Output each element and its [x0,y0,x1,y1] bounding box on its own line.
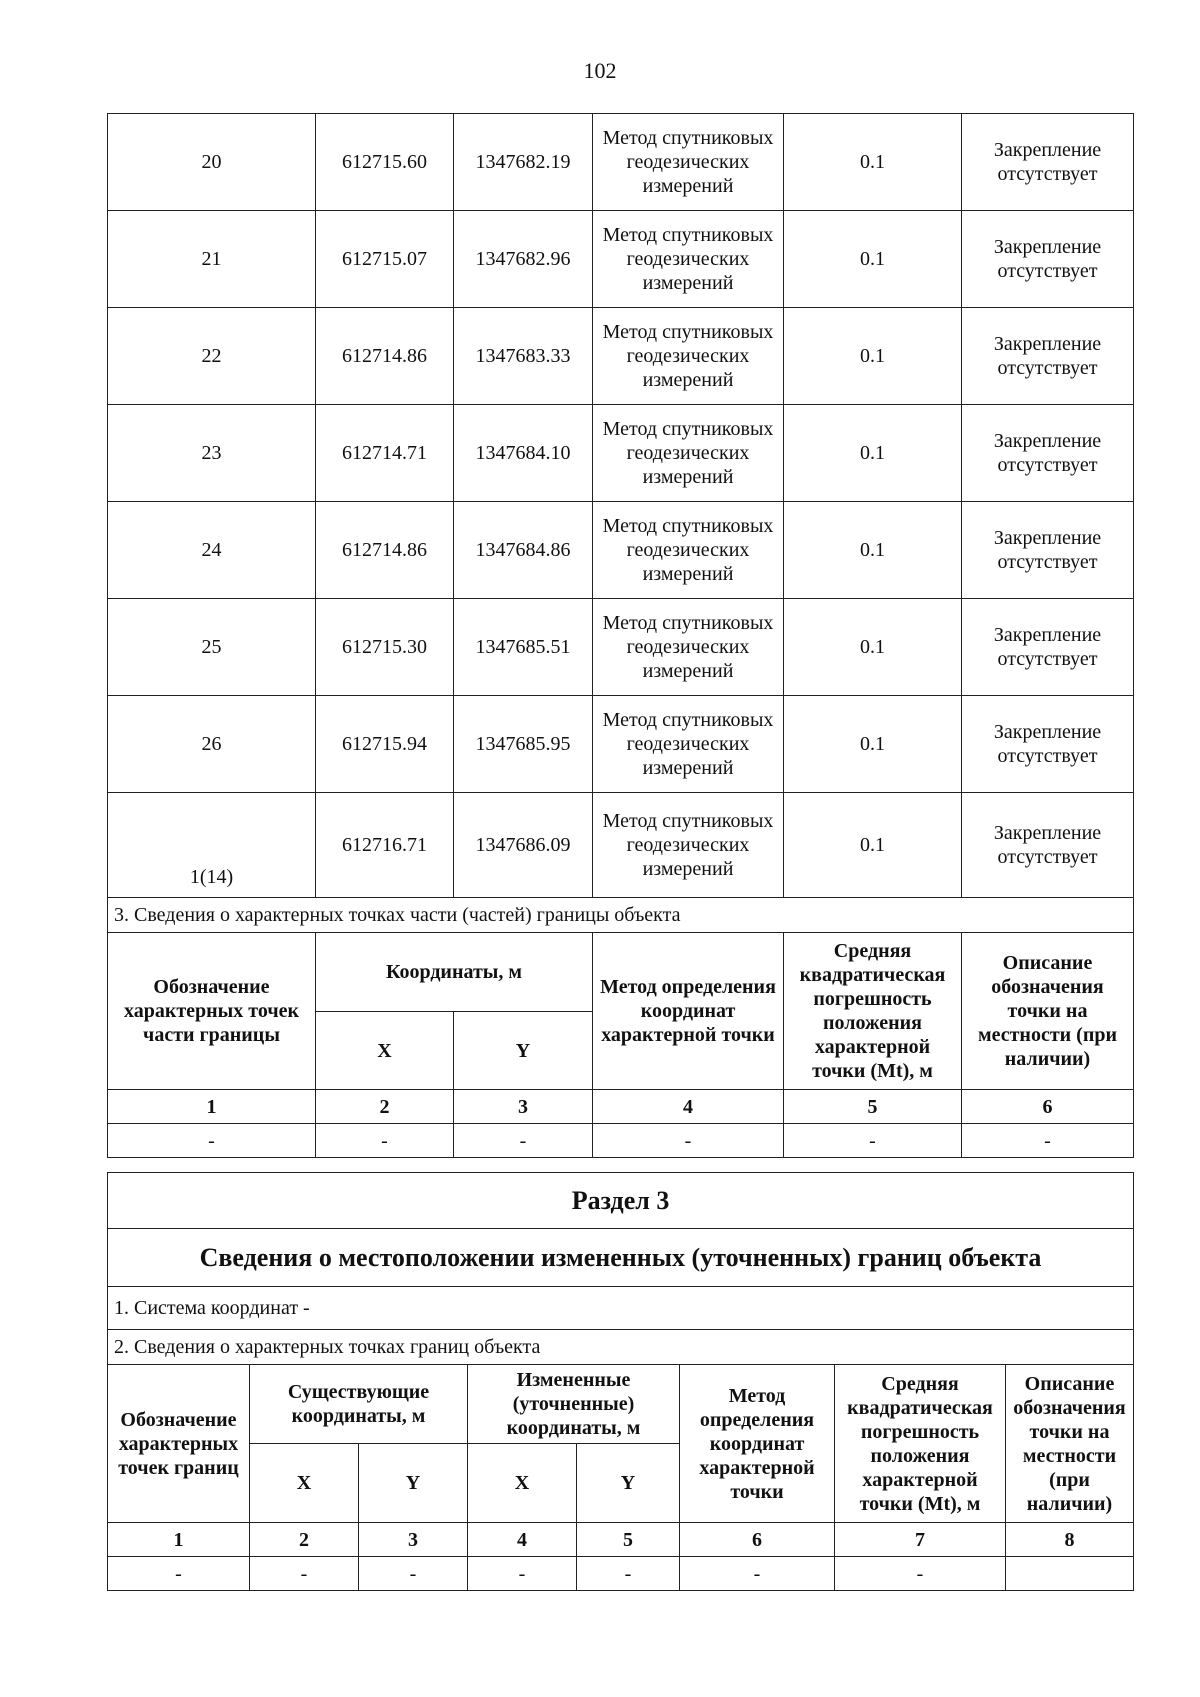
y-cell: 1347682.96 [454,211,593,308]
table-row [108,1557,1134,1591]
characteristic-points-table [107,113,1134,1158]
y-cell: 1347684.86 [454,502,593,599]
empty-cell [1006,1557,1134,1591]
empty-cell: - [680,1557,835,1591]
mt-header: Средняя квадратическая погрешность положения характерной точки (Mt), м [835,1365,1006,1523]
x-cell: 612714.86 [316,502,454,599]
y-cell: 1347686.09 [454,793,593,898]
empty-cell: - [250,1557,359,1591]
x-cell: 612715.60 [316,114,454,211]
column-number: 3 [359,1523,468,1557]
point-cell: 24 [108,502,316,599]
table-row [108,405,1134,502]
part-points-title: 3. Сведения о характерных точках части (частей) границы объекта [108,898,1134,933]
table-row [108,793,1134,898]
x-header: X [316,1012,454,1090]
column-number: 6 [680,1523,835,1557]
x-cell: 612714.86 [316,308,454,405]
mt-cell: 0.1 [784,599,962,696]
x-header: X [468,1444,577,1523]
desc-cell: Закрепление отсутствует [962,599,1134,696]
table-row [108,1124,1134,1158]
table-row [108,114,1134,211]
desc-header: Описание обозначения точки на местности (при наличии) [962,933,1134,1090]
mt-cell: 0.1 [784,308,962,405]
section3-table [107,1172,1134,1591]
method-cell: Метод спутниковых геодезических измерений [593,114,784,211]
x-cell: 612715.30 [316,599,454,696]
x-cell: 612716.71 [316,793,454,898]
y-cell: 1347682.19 [454,114,593,211]
mt-cell: 0.1 [784,211,962,308]
empty-cell: - [108,1124,316,1158]
method-cell: Метод спутниковых геодезических измерений [593,405,784,502]
y-header: Y [577,1444,680,1523]
method-header: Метод определения координат характерной точки [680,1365,835,1523]
empty-cell: - [454,1124,593,1158]
designation-header: Обозначение характерных точек границ [108,1365,250,1523]
mt-cell: 0.1 [784,793,962,898]
y-cell: 1347683.33 [454,308,593,405]
table-row [108,599,1134,696]
points-title-row: 2. Сведения о характерных точках границ объекта [108,1330,1134,1365]
x-cell: 612714.71 [316,405,454,502]
x-header: X [250,1444,359,1523]
changed-coords-header: Измененные (уточненные) координаты, м [468,1365,680,1444]
method-header: Метод определения координат характерной точки [593,933,784,1090]
point-cell: 1(14) [108,793,316,898]
desc-header: Описание обозначения точки на местности (при наличии) [1006,1365,1134,1523]
section-heading: Раздел 3 [108,1173,1134,1229]
existing-coords-header: Существующие координаты, м [250,1365,468,1444]
mt-cell: 0.1 [784,405,962,502]
point-cell: 21 [108,211,316,308]
desc-cell: Закрепление отсутствует [962,793,1134,898]
point-cell: 25 [108,599,316,696]
column-number: 8 [1006,1523,1134,1557]
mt-cell: 0.1 [784,114,962,211]
desc-cell: Закрепление отсутствует [962,405,1134,502]
column-number: 6 [962,1090,1134,1124]
y-header: Y [454,1012,593,1090]
desc-cell: Закрепление отсутствует [962,502,1134,599]
column-numbers-row [108,1090,1134,1124]
table-row [108,211,1134,308]
column-numbers-row [108,1523,1134,1557]
table-row [108,696,1134,793]
y-header: Y [359,1444,468,1523]
desc-cell: Закрепление отсутствует [962,308,1134,405]
column-number: 1 [108,1523,250,1557]
column-number: 2 [250,1523,359,1557]
empty-cell: - [577,1557,680,1591]
column-number: 1 [108,1090,316,1124]
desc-cell: Закрепление отсутствует [962,114,1134,211]
column-number: 4 [593,1090,784,1124]
table-row [108,308,1134,405]
empty-cell: - [316,1124,454,1158]
table-row [108,502,1134,599]
y-cell: 1347684.10 [454,405,593,502]
point-cell: 23 [108,405,316,502]
section-title: Сведения о местоположении измененных (уточненных) границ объекта [108,1229,1134,1287]
method-cell: Метод спутниковых геодезических измерений [593,793,784,898]
page-number: 102 [583,58,617,83]
method-cell: Метод спутниковых геодезических измерений [593,308,784,405]
empty-cell: - [359,1557,468,1591]
empty-cell: - [108,1557,250,1591]
x-cell: 612715.07 [316,211,454,308]
designation-header: Обозначение характерных точек части границы [108,933,316,1090]
column-number: 5 [784,1090,962,1124]
column-number: 4 [468,1523,577,1557]
column-number: 5 [577,1523,680,1557]
point-cell: 26 [108,696,316,793]
method-cell: Метод спутниковых геодезических измерений [593,696,784,793]
empty-cell: - [593,1124,784,1158]
mt-cell: 0.1 [784,502,962,599]
point-cell: 22 [108,308,316,405]
column-number: 2 [316,1090,454,1124]
y-cell: 1347685.95 [454,696,593,793]
method-cell: Метод спутниковых геодезических измерений [593,211,784,308]
method-cell: Метод спутниковых геодезических измерений [593,599,784,696]
method-cell: Метод спутниковых геодезических измерений [593,502,784,599]
desc-cell: Закрепление отсутствует [962,696,1134,793]
y-cell: 1347685.51 [454,599,593,696]
empty-cell: - [468,1557,577,1591]
x-cell: 612715.94 [316,696,454,793]
coord-system-row: 1. Система координат - [108,1287,1134,1330]
empty-cell: - [784,1124,962,1158]
column-number: 7 [835,1523,1006,1557]
desc-cell: Закрепление отсутствует [962,211,1134,308]
empty-cell: - [962,1124,1134,1158]
point-cell: 20 [108,114,316,211]
mt-header: Средняя квадратическая погрешность положения характерной точки (Mt), м [784,933,962,1090]
coords-header: Координаты, м [316,933,593,1012]
mt-cell: 0.1 [784,696,962,793]
empty-cell: - [835,1557,1006,1591]
column-number: 3 [454,1090,593,1124]
